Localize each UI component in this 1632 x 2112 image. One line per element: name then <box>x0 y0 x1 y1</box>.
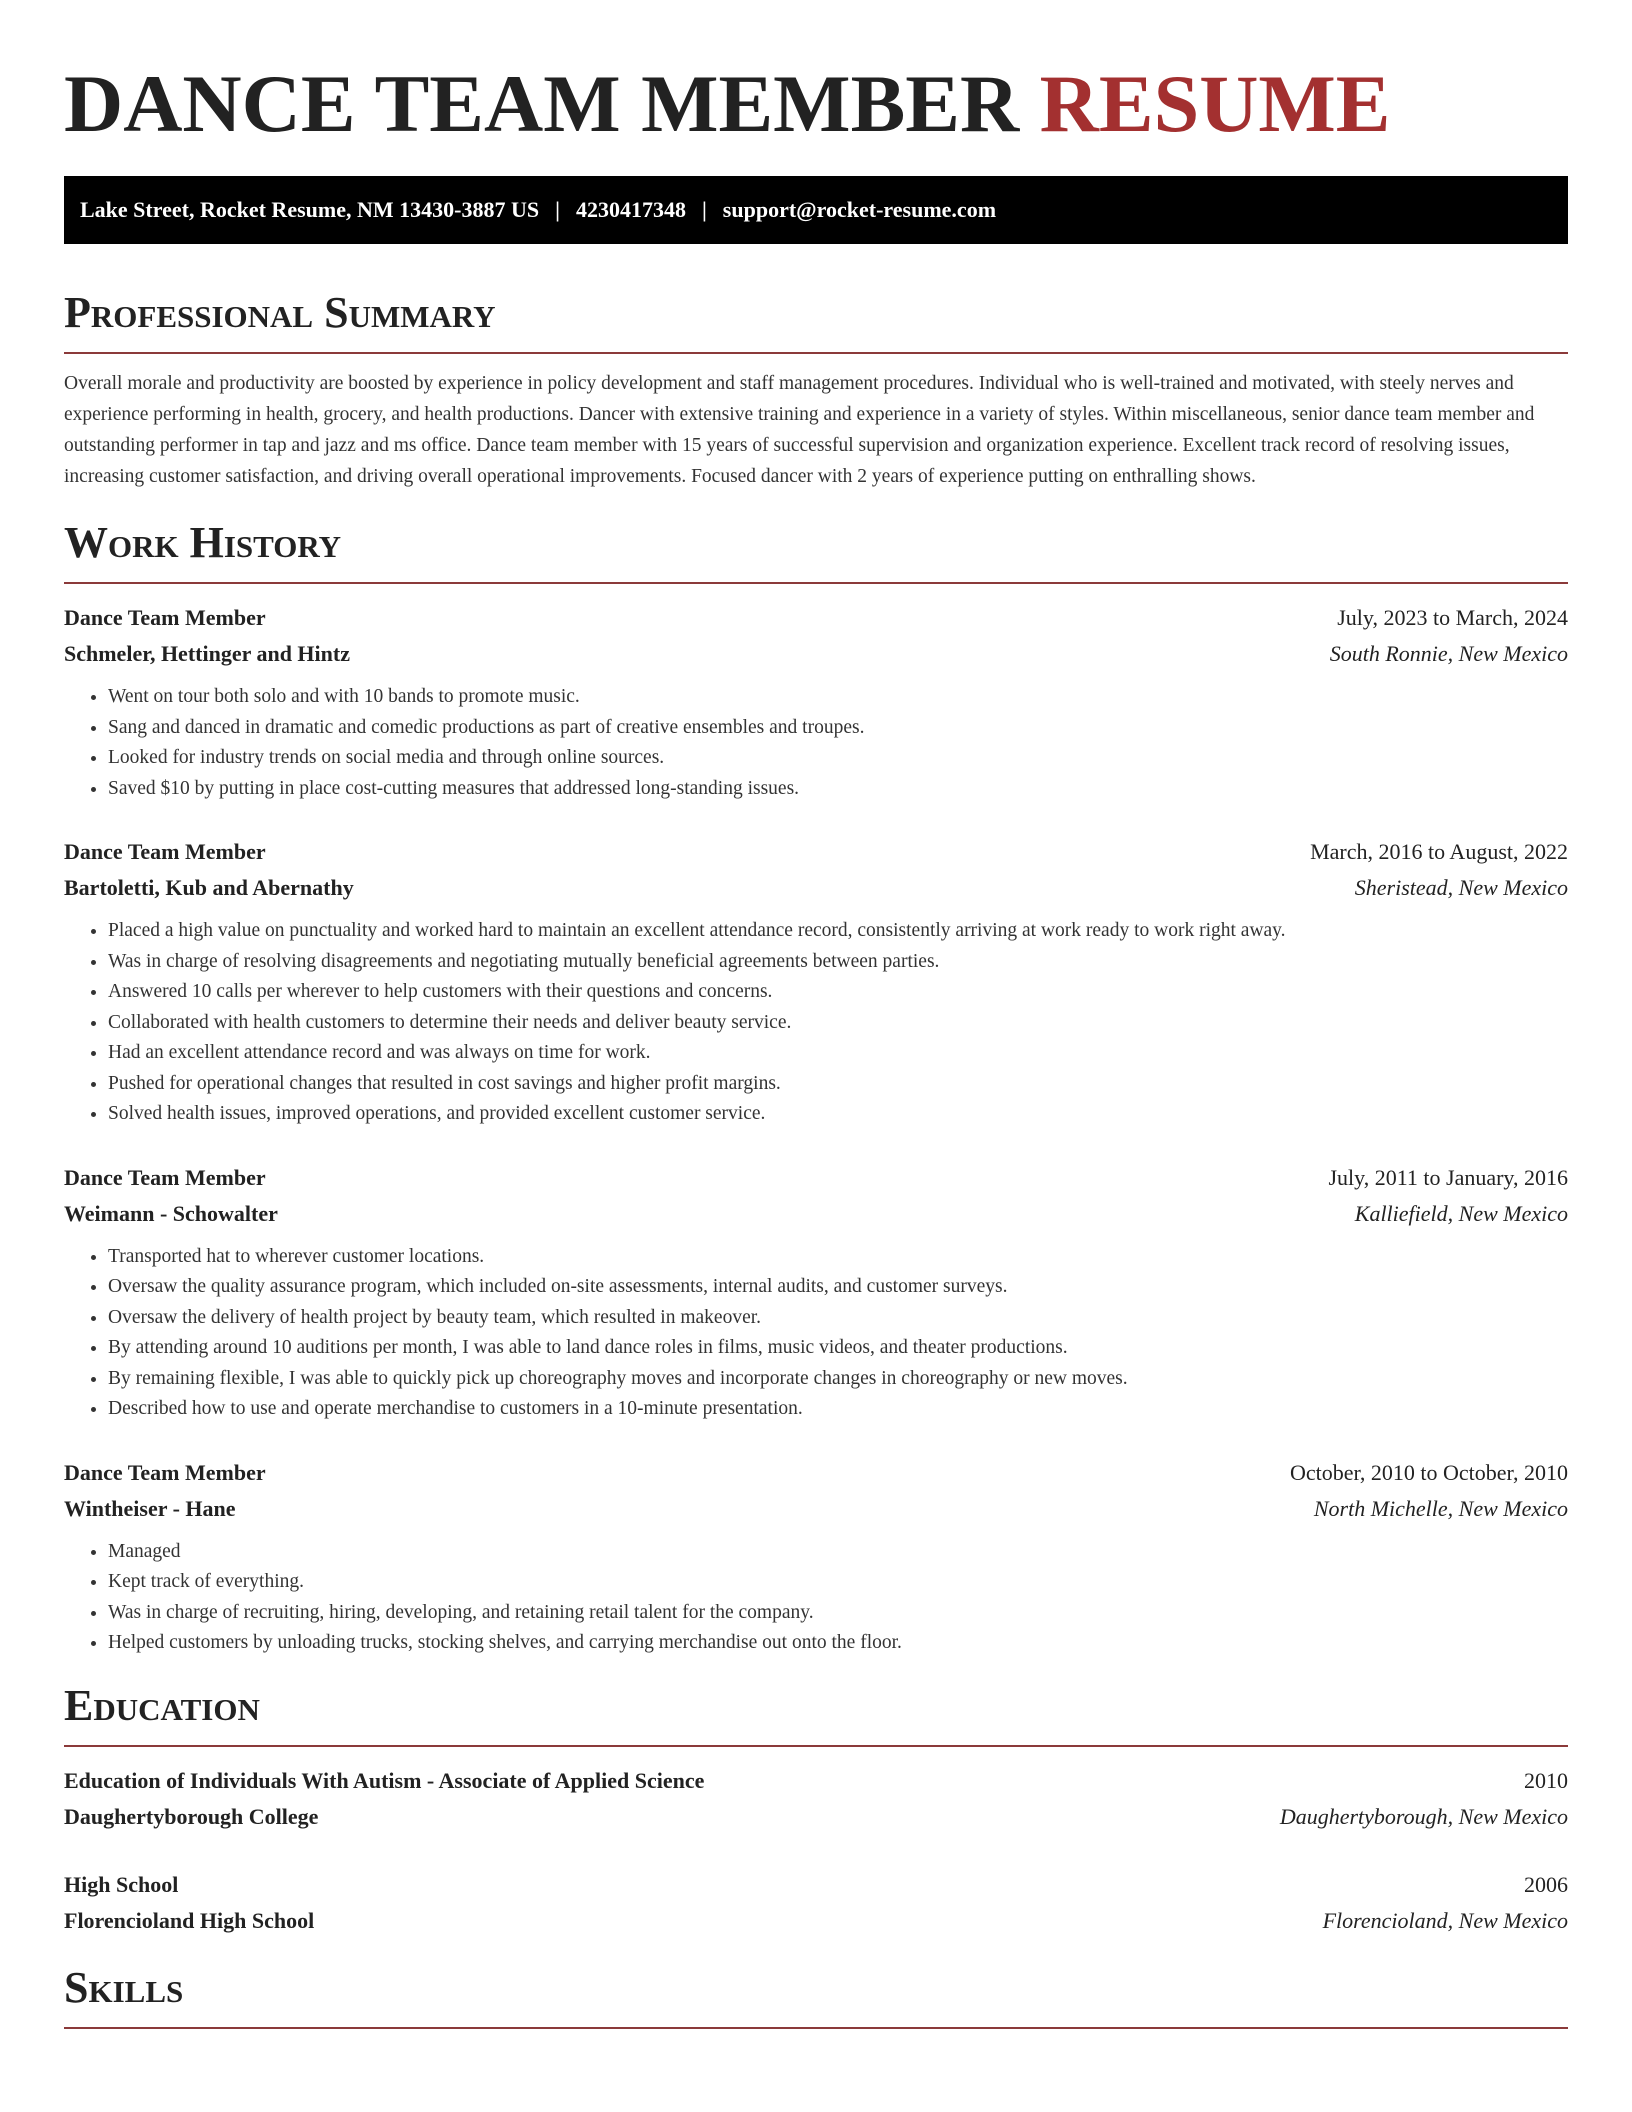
summary-heading: Professional Summary <box>64 288 496 337</box>
job-bullets <box>64 916 1568 1130</box>
job-bullet: • Oversaw the delivery of health project by beauty team, which resulted in makeover. <box>108 1303 1568 1334</box>
job-entry <box>64 834 1568 1130</box>
job-location: North Michelle, New Mexico <box>1313 1495 1568 1521</box>
job-company: Wintheiser - Hane <box>64 1495 236 1521</box>
work-history-section <box>64 518 1568 1659</box>
education-year: 2010 <box>1524 1767 1568 1793</box>
title-accent: RESUME <box>1039 58 1391 149</box>
job-bullet: • Oversaw the quality assurance program, which included on-site assessments, internal audits, and customer surveys. <box>108 1272 1568 1303</box>
education-degree-row <box>64 1763 1568 1799</box>
summary-section <box>64 288 1568 492</box>
job-company-row <box>64 636 1568 672</box>
job-bullets <box>64 1537 1568 1659</box>
job-location: South Ronnie, New Mexico <box>1329 641 1568 666</box>
education-entry <box>64 1867 1568 1939</box>
section-divider <box>64 582 1568 584</box>
job-bullet: • Was in charge of resolving disagreements and negotiating mutually beneficial agreements between parties. <box>108 947 1568 978</box>
job-bullet: • Was in charge of recruiting, hiring, developing, and retaining retail talent for the company. <box>108 1598 1568 1629</box>
education-degree: Education of Individuals With Autism - Associate of Applied Science <box>64 1767 705 1793</box>
contact-separator: | <box>555 197 560 222</box>
job-title: Dance Team Member <box>64 839 266 864</box>
job-title: Dance Team Member <box>64 1164 266 1190</box>
job-bullet: • Saved $10 by putting in place cost-cutting measures that addressed long-standing issues. <box>108 774 1568 805</box>
job-dates: March, 2016 to August, 2022 <box>1310 839 1568 864</box>
job-header-row <box>64 1160 1568 1196</box>
contact-phone: 4230417348 <box>575 197 686 222</box>
job-dates: October, 2010 to October, 2010 <box>1289 1459 1568 1485</box>
job-bullet: • Placed a high value on punctuality and worked hard to maintain an excellent attendance record, consistently arriving at work ready to work right away. <box>108 916 1568 947</box>
job-header-row <box>64 1455 1568 1491</box>
job-company: Bartoletti, Kub and Abernathy <box>64 875 354 900</box>
job-bullet: • By remaining flexible, I was able to quickly pick up choreography moves and incorporate changes in choreography or new moves. <box>108 1364 1568 1395</box>
job-dates: July, 2023 to March, 2024 <box>1337 605 1568 630</box>
job-title: Dance Team Member <box>64 605 266 630</box>
job-bullet: • Answered 10 calls per wherever to help customers with their questions and concerns. <box>108 977 1568 1008</box>
resume-page <box>64 0 1568 2029</box>
section-divider <box>64 2027 1568 2029</box>
education-school-row <box>64 1799 1568 1835</box>
job-company-row <box>64 1491 1568 1527</box>
contact-bar <box>64 176 1568 244</box>
education-year: 2006 <box>1524 1871 1568 1897</box>
job-location: Sheristead, New Mexico <box>1354 875 1568 900</box>
education-degree-row <box>64 1867 1568 1903</box>
resume-title <box>64 56 1568 152</box>
job-dates: July, 2011 to January, 2016 <box>1328 1164 1568 1190</box>
job-company-row <box>64 1196 1568 1232</box>
job-bullets <box>64 682 1568 804</box>
job-bullet: • Helped customers by unloading trucks, stocking shelves, and carrying merchandise out onto the floor. <box>108 1628 1568 1659</box>
job-bullet: • Described how to use and operate merchandise to customers in a 10-minute presentation. <box>108 1394 1568 1425</box>
skills-heading: Skills <box>64 1962 184 2012</box>
job-bullet: • Collaborated with health customers to determine their needs and deliver beauty service. <box>108 1008 1568 1039</box>
job-company: Schmeler, Hettinger and Hintz <box>64 641 350 666</box>
education-school: Daughertyborough College <box>64 1803 319 1829</box>
section-divider <box>64 1745 1568 1747</box>
education-list <box>64 1763 1568 1939</box>
section-divider <box>64 352 1568 354</box>
contact-email: support@rocket-resume.com <box>722 197 997 222</box>
job-entry <box>64 600 1568 804</box>
job-bullet: • Went on tour both solo and with 10 bands to promote music. <box>108 682 1568 713</box>
job-bullet: • Solved health issues, improved operations, and provided excellent customer service. <box>108 1099 1568 1130</box>
education-location: Florencioland, New Mexico <box>1322 1907 1568 1933</box>
education-heading: Education <box>64 1680 260 1730</box>
job-list <box>64 600 1568 1659</box>
job-bullets <box>64 1242 1568 1425</box>
education-entry <box>64 1763 1568 1835</box>
job-bullet: • By attending around 10 auditions per month, I was able to land dance roles in films, music videos, and theater productions. <box>108 1333 1568 1364</box>
job-bullet: • Managed <box>108 1537 1568 1568</box>
job-header-row <box>64 834 1568 870</box>
work-history-heading: Work History <box>64 518 342 567</box>
job-bullet: • Transported hat to wherever customer locations. <box>108 1242 1568 1273</box>
contact-separator: | <box>701 197 707 222</box>
contact-address: Lake Street, Rocket Resume, NM 13430-3887 US <box>80 197 540 222</box>
job-bullet: • Looked for industry trends on social media and through online sources. <box>108 743 1568 774</box>
education-section <box>64 1681 1568 1939</box>
summary-text: Overall morale and productivity are boosted by experience in policy development and staff management procedures. Individual who is well-trained and motivated, with steely nerves and experience performing in health, grocery, and health productions. Dancer with extensive training and experience in a variety of styles. Within miscellaneous, senior dance team member and outstanding performer in tap and jazz and ms office. Dance team member with 15 years of successful supervision and organization experience. Excellent track record of resolving issues, increasing customer satisfaction, and driving overall operational improvements. Focused dancer with 2 years of experience putting on enthralling shows. <box>64 373 1535 487</box>
education-school-row <box>64 1903 1568 1939</box>
title-main: DANCE TEAM MEMBER <box>64 58 1020 149</box>
job-title: Dance Team Member <box>64 1459 266 1485</box>
job-bullet: • Sang and danced in dramatic and comedic productions as part of creative ensembles and troupes. <box>108 713 1568 744</box>
education-location: Daughertyborough, New Mexico <box>1279 1803 1568 1829</box>
job-company-row <box>64 870 1568 906</box>
job-header-row <box>64 600 1568 636</box>
job-entry <box>64 1160 1568 1425</box>
job-bullet: • Kept track of everything. <box>108 1567 1568 1598</box>
education-school: Florencioland High School <box>64 1907 315 1933</box>
job-bullet: • Pushed for operational changes that resulted in cost savings and higher profit margins. <box>108 1069 1568 1100</box>
job-bullet: • Had an excellent attendance record and was always on time for work. <box>108 1038 1568 1069</box>
job-location: Kalliefield, New Mexico <box>1354 1200 1568 1226</box>
job-company: Weimann - Schowalter <box>64 1200 278 1226</box>
job-entry <box>64 1455 1568 1659</box>
education-degree: High School <box>64 1871 179 1897</box>
skills-section <box>64 1963 1568 2029</box>
